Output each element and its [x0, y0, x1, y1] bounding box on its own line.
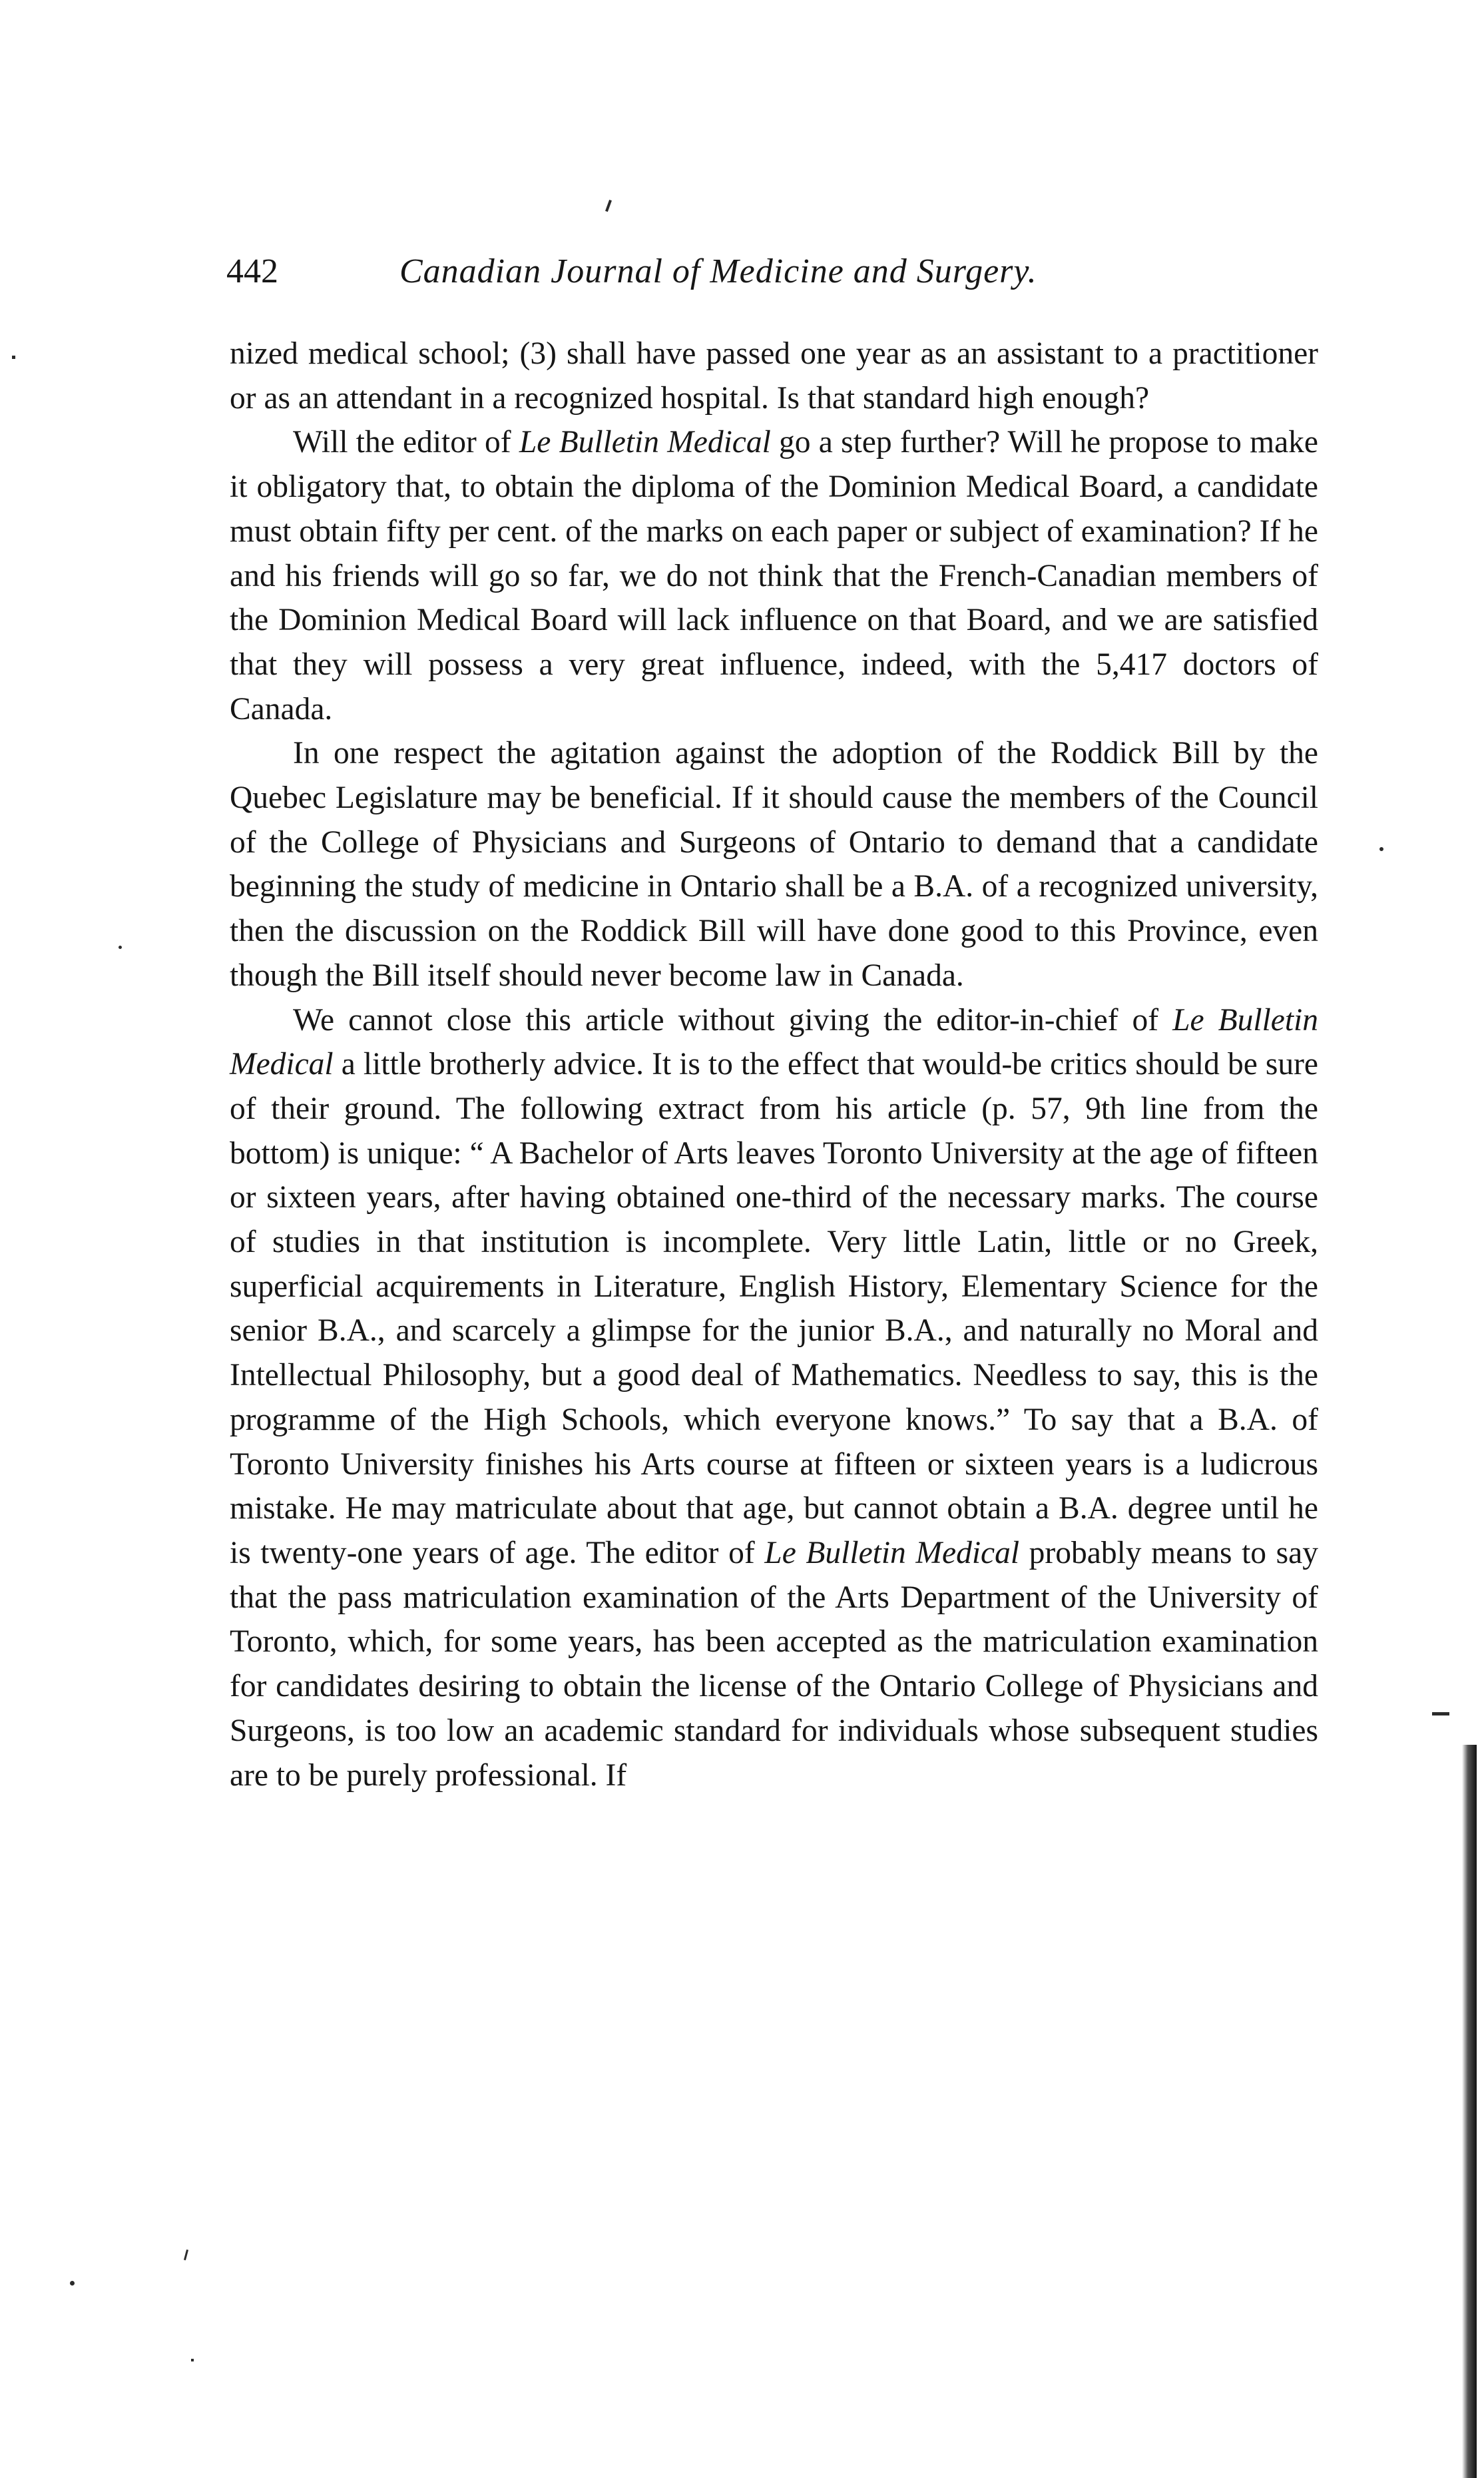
paragraph [230, 998, 1318, 1798]
scan-page-edge [1462, 1745, 1477, 2478]
page-number: 442 [226, 252, 278, 290]
scan-speck [1379, 847, 1383, 851]
article-body [230, 332, 1318, 1797]
scan-speck [605, 200, 612, 212]
journal-title-italic: Le Bulletin Medical [230, 1002, 1318, 1082]
scan-speck [1432, 1712, 1449, 1715]
text-span: nized medical school; (3) shall have passed one year as an assistant to a practitioner or as an attendant in a recognized hospital. Is that standard high enough? [230, 336, 1318, 416]
journal-title-italic: Le Bulletin Medical [764, 1535, 1020, 1570]
running-header [226, 248, 1318, 301]
scan-speck [184, 2250, 188, 2260]
running-title: Canadian Journal of Medicine and Surgery. [399, 252, 1037, 290]
text-span: Will the editor of [293, 425, 519, 460]
scan-speck [12, 356, 15, 359]
text-span: We cannot close this article without giving the editor-in-chief of [293, 1002, 1173, 1038]
paragraph [230, 731, 1318, 998]
scan-speck [191, 2359, 194, 2361]
scan-speck [119, 946, 122, 949]
text-span: In one respect the agitation against the adoption of the Roddick Bill by the Quebec Legislature may be beneficial. If it should cause the members of the Council of the College of Physicians and Surgeons of Ontario to demand that a candidate beginning the study of medicine in Ontario shall be a B.A. of a recognized university, then the discussion on the Roddick Bill will have done good to this Province, even though the Bill itself should never become law in Canada. [230, 736, 1318, 993]
paragraph [230, 332, 1318, 420]
scan-speck [70, 2281, 75, 2286]
text-span: go a step further? Will he propose to make it obligatory that, to obtain the diploma of the Dominion Medical Board, a candidate must obtain fifty per cent. of the marks on each paper or subject of examination? If he and his friends will go so far, we do not think that the French-Canadian members of the Dominion Medical Board will lack influence on that Board, and we are satisfied that they will possess a very great influence, indeed, with the 5,417 doctors of Canada. [230, 425, 1319, 727]
journal-title-italic: Le Bulletin Medical [519, 425, 771, 460]
paragraph [230, 420, 1318, 731]
text-span: a little brotherly advice. It is to the effect that would-be critics should be sure of their ground. The following extract from his article (p. 57, 9th line from the bottom) is unique: “ A Bachelor of Arts leaves Toronto University at the age of fifteen or sixteen years, after having obtained one-third of the necessary marks. The course of studies in that institution is incomplete. Very little Latin, little or no Greek, superficial acquirements in Literature, English History, Elementary Science for the senior B.A., and scarcely a glimpse for the junior B.A., and naturally no Moral and Intellectual Philosophy, but a good deal of Mathematics. Needless to say, this is the programme of the High Schools, which everyone knows.” To say that a B.A. of Toronto University finishes his Arts course at fifteen or sixteen years is a ludicrous mistake. He may matriculate about that age, but cannot obtain a B.A. degree until he is twenty-one years of age. The editor of [230, 1047, 1318, 1570]
text-span: probably means to say that the pass matriculation examination of the Arts Department of the University of Toronto, which, for some years, has been accepted as the matriculation examination for candidates desiring to obtain the license of the Ontario College of Physicians and Surgeons, is too low an academic standard for individuals whose subsequent studies are to be purely professional. If [230, 1535, 1318, 1793]
